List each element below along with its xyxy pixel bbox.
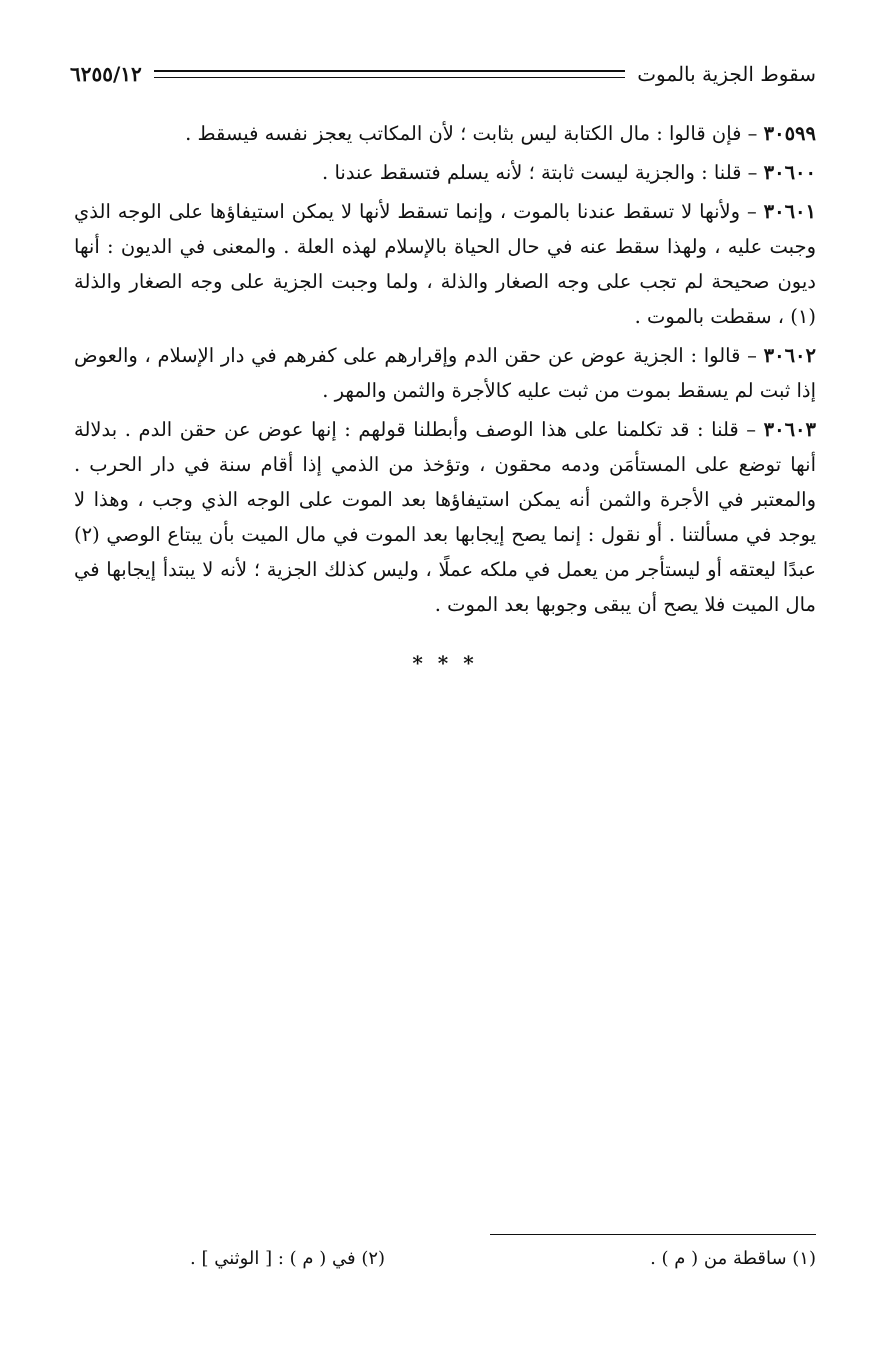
- running-title: سقوط الجزية بالموت: [637, 62, 816, 86]
- paragraph-30600: [74, 155, 816, 190]
- paragraph-text: – قلنا : والجزية ليست ثابتة ؛ لأنه يسلم فتسقط عندنا .: [322, 161, 764, 184]
- paragraph-text: – ولأنها لا تسقط عندنا بالموت ، وإنما تسقط لأنها لا يمكن استيفاؤها على الوجه الذي وجبت عليه ، ولهذا سقط عنه في حال الحياة بالإسلام لهذه العلة . والمعنى في الديون : أنها ديون صحيحة لم تجب على وجه الصغار والذلة ، ولما وجبت الجزية على وجه الصغار والذلة (١) ، سقطت بالموت .: [74, 200, 816, 328]
- paragraph-30602: [74, 338, 816, 408]
- paragraph-text: – فإن قالوا : مال الكتابة ليس بثابت ؛ لأن المكاتب يعجز نفسه فيسقط .: [185, 122, 764, 145]
- page-header: [70, 56, 816, 92]
- section-separator: * * *: [412, 651, 478, 675]
- paragraph-number: ٣٠٥٩٩: [763, 122, 816, 145]
- page-number: ٦٢٥٥/١٢: [70, 62, 142, 86]
- paragraph-number: ٣٠٦٠١: [763, 200, 816, 223]
- paragraph-text: – قلنا : قد تكلمنا على هذا الوصف وأبطلنا قولهم : إنها عوض عن حقن الدم . بدلالة أنها توضع على المستأمَن ودمه محقون ، وتؤخذ من الذمي إذا أقام سنة في دار الحرب . والمعتبر في الأجرة والثمن أنه يمكن استيفاؤها بعد الموت على الوجه الذي وجب ، وهذا لا يوجد في مسألتنا . أو نقول : إنما يصح إيجابها بعد الموت في مال الميت بأن يبتاع الوصي (٢) عبدًا ليعتقه أو ليستأجر من يعمل في ملكه عملًا ، وليس كذلك الجزية ؛ لأنه لا يبتدأ إيجابها في مال الميت فلا يصح أن يبقى وجوبها بعد الموت .: [74, 418, 816, 616]
- header-rule: [154, 70, 625, 78]
- footnote-2: (٢) في ( م ) : [ الوثني ] .: [190, 1248, 386, 1269]
- paragraph-number: ٣٠٦٠٠: [763, 161, 816, 184]
- footnote-1: (١) ساقطة من ( م ) .: [650, 1248, 816, 1269]
- main-text: [74, 116, 816, 681]
- footnotes: [190, 1248, 816, 1269]
- paragraph-30599: [74, 116, 816, 151]
- paragraph-text: – قالوا : الجزية عوض عن حقن الدم وإقرارهم على كفرهم في دار الإسلام ، والعوض إذا ثبت لم يسقط بموت من ثبت عليه كالأجرة والثمن والمهر .: [74, 344, 816, 402]
- paragraph-30603: [74, 412, 816, 622]
- footnote-rule: [490, 1234, 816, 1235]
- paragraph-number: ٣٠٦٠٢: [763, 344, 816, 367]
- paragraph-number: ٣٠٦٠٣: [763, 418, 816, 441]
- paragraph-30601: [74, 194, 816, 334]
